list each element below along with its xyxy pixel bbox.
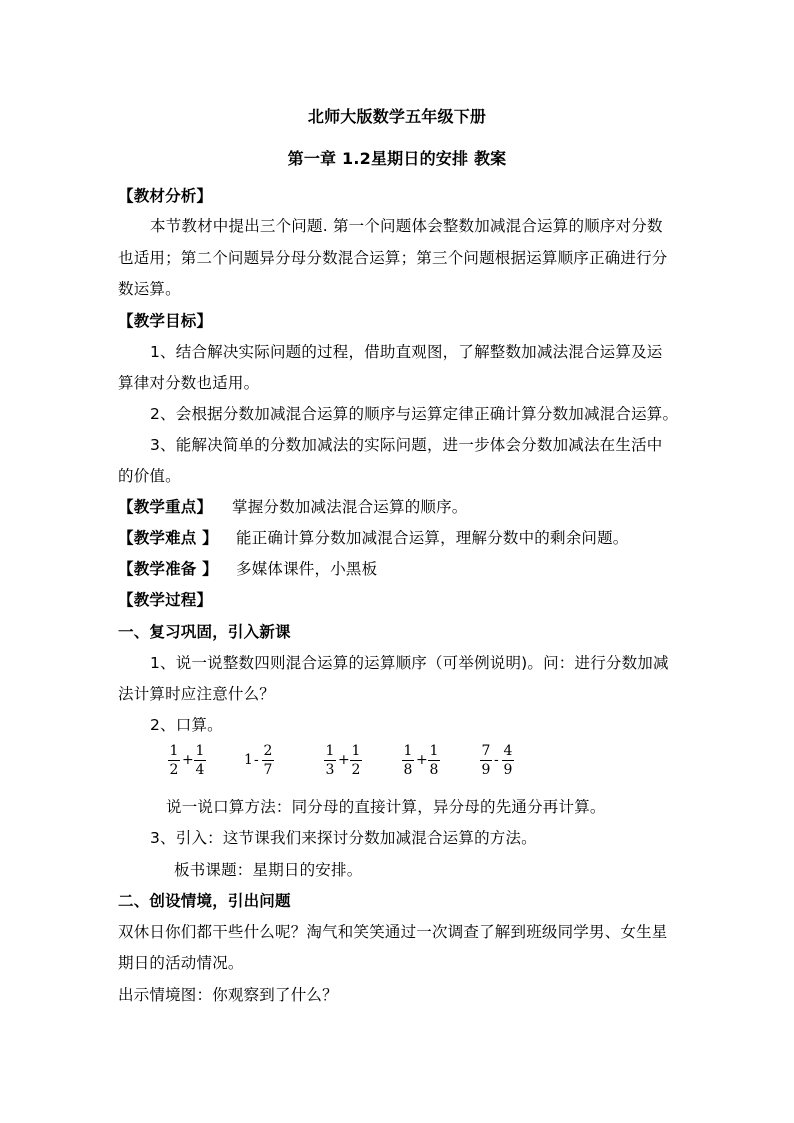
operator: + [182,752,194,768]
situation-line-2: 期日的活动情况。 [118,954,244,972]
goal-2: 2、会根据分数加减混合运算的顺序与运算定律正确计算分数加减混合运算。 [150,405,679,423]
whole-number: 1 [244,752,253,768]
oral-method-text: 说一说口算方法：同分母的直接计算，异分母的先通分再计算。 [166,798,606,816]
fraction: 7 9 [481,743,491,778]
difficulties-heading: 【教学难点 】 [118,529,218,547]
difficulties-text: 能正确计算分数加减混合运算，理解分数中的剩余问题。 [236,529,629,547]
situation-line-3: 出示情境图：你观察到了什么？ [118,986,338,1004]
operator: + [338,752,350,768]
fraction: 1 8 [403,743,413,778]
materials-heading: 【教材分析】 [118,187,213,205]
operator: + [416,752,428,768]
key-points-heading: 【教学重点】 [118,498,213,516]
goals-heading: 【教学目标】 [118,312,213,330]
fraction: 1 3 [325,743,335,778]
materials-paragraph-line-1: 本节教材中提出三个问题. 第一个问题体会整数加减混合运算的顺序对分数 [150,217,663,235]
review-item-3: 3、引入：这节课我们来探讨分数加减混合运算的方法。 [150,829,537,847]
fraction: 1 8 [429,743,439,778]
fraction: 1 2 [351,743,361,778]
materials-paragraph-line-2: 也适用；第二个问题异分母分数混合运算；第三个问题根据运算顺序正确进行分 [118,249,668,267]
operator: - [494,752,499,768]
goal-3-line-1: 3、能解决简单的分数加减法的实际问题，进一步体会分数加减法在生活中 [150,436,663,454]
preparation-text: 多媒体课件，小黑板 [236,560,378,578]
review-item-1-line-1: 1、说一说整数四则混合运算的运算顺序（可举例说明)。问：进行分数加减 [150,654,669,672]
fraction: 1 4 [195,743,205,778]
page-subtitle: 第一章 1.2星期日的安排 教案 [287,149,507,168]
board-title-text: 板书课题：星期日的安排。 [174,861,363,879]
review-item-1-line-2: 法计算时应注意什么？ [118,685,276,703]
key-points-text: 掌握分数加减法混合运算的顺序。 [232,498,468,516]
process-heading: 【教学过程】 [118,591,213,609]
materials-paragraph-line-3: 数运算。 [118,280,181,298]
operator: - [254,752,259,768]
fraction: 2 7 [263,743,273,778]
fraction: 1 2 [169,743,179,778]
fraction: 4 9 [503,743,513,778]
preparation-heading: 【教学准备 】 [118,560,218,578]
part-2-heading: 二、创设情境，引出问题 [118,892,291,910]
goal-1-line-1: 1、结合解决实际问题的过程，借助直观图，了解整数加减法混合运算及运 [150,343,663,361]
situation-line-1: 双休日你们都干些什么呢？淘气和笑笑通过一次调查了解到班级同学男、女生星 [118,923,668,941]
review-item-2: 2、口算。 [150,716,223,734]
part-1-heading: 一、复习巩固，引入新课 [118,623,291,641]
page-title: 北师大版数学五年级下册 [307,107,487,126]
goal-1-line-2: 算律对分数也适用。 [118,374,260,392]
goal-3-line-2: 的价值。 [118,467,181,485]
